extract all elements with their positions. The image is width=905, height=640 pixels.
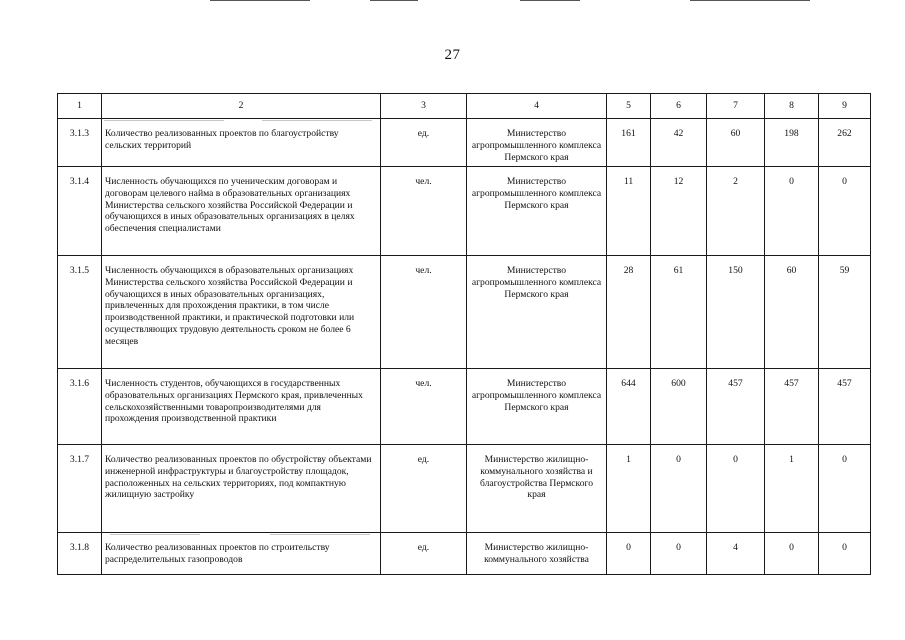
value-cell: 1 [607, 444, 651, 532]
table-row [58, 368, 871, 444]
row-number: 3.1.4 [58, 166, 102, 255]
value-cell: 0 [765, 532, 819, 574]
indicator-name: Количество реализованных проектов по обустройству объектами инженерной инфраструктуры и благоустройству площадок, расположенных на сельских территориях, под компактную жилищную застройку [102, 444, 381, 532]
value-cell: 198 [765, 119, 819, 167]
indicator-name: Количество реализованных проектов по благоустройству сельских территорий [102, 119, 381, 167]
responsible-org: Министерство жилищно-коммунального хозяйства и благоустройства Пермского края [467, 444, 607, 532]
row-number: 3.1.8 [58, 532, 102, 574]
unit-cell: чел. [381, 166, 467, 255]
scan-artifact [110, 534, 200, 535]
value-cell: 457 [765, 368, 819, 444]
value-cell: 0 [819, 166, 871, 255]
row-number: 3.1.7 [58, 444, 102, 532]
responsible-org: Министерство агропромышленного комплекса Пермского края [467, 368, 607, 444]
value-cell: 600 [651, 368, 707, 444]
responsible-org: Министерство агропромышленного комплекса Пермского края [467, 166, 607, 255]
row-number: 3.1.5 [58, 255, 102, 368]
value-cell: 59 [819, 255, 871, 368]
unit-cell: ед. [381, 532, 467, 574]
scan-edge-line [370, 0, 418, 1]
indicators-table [57, 93, 871, 575]
value-cell: 1 [765, 444, 819, 532]
indicator-name: Количество реализованных проектов по строительству распределительных газопроводов [102, 532, 381, 574]
scan-artifact [262, 120, 372, 121]
unit-cell: ед. [381, 444, 467, 532]
value-cell: 0 [707, 444, 765, 532]
scan-artifact [104, 120, 224, 121]
scan-edge-line [210, 0, 310, 1]
column-header: 6 [651, 94, 707, 119]
value-cell: 0 [765, 166, 819, 255]
row-number: 3.1.3 [58, 119, 102, 167]
value-cell: 11 [607, 166, 651, 255]
value-cell: 161 [607, 119, 651, 167]
scan-edge-line [690, 0, 810, 1]
value-cell: 2 [707, 166, 765, 255]
column-header: 9 [819, 94, 871, 119]
column-header: 2 [102, 94, 381, 119]
row-number: 3.1.6 [58, 368, 102, 444]
scan-artifact [270, 534, 370, 535]
value-cell: 0 [607, 532, 651, 574]
indicator-name: Численность обучающихся в образовательных организациях Министерства сельского хозяйства Российской Федерации и обучающихся в иных образовательных организациях, привлеченных для прохождения практики, в том числе производственной практики, и практической подготовки или осуществляющих трудовую деятельность сроком не более 6 месяцев [102, 255, 381, 368]
column-header: 3 [381, 94, 467, 119]
table-row [58, 532, 871, 574]
unit-cell: чел. [381, 255, 467, 368]
responsible-org: Министерство жилищно-коммунального хозяйства [467, 532, 607, 574]
value-cell: 60 [707, 119, 765, 167]
value-cell: 4 [707, 532, 765, 574]
table-row [58, 255, 871, 368]
table-row [58, 119, 871, 167]
unit-cell: ед. [381, 119, 467, 167]
column-header: 4 [467, 94, 607, 119]
value-cell: 0 [651, 444, 707, 532]
unit-cell: чел. [381, 368, 467, 444]
column-header: 1 [58, 94, 102, 119]
value-cell: 60 [765, 255, 819, 368]
page-number: 27 [444, 47, 461, 63]
table-row [58, 166, 871, 255]
value-cell: 644 [607, 368, 651, 444]
responsible-org: Министерство агропромышленного комплекса Пермского края [467, 255, 607, 368]
table-row [58, 444, 871, 532]
value-cell: 28 [607, 255, 651, 368]
value-cell: 457 [707, 368, 765, 444]
value-cell: 0 [651, 532, 707, 574]
scan-edge-line [520, 0, 580, 1]
column-header: 7 [707, 94, 765, 119]
value-cell: 457 [819, 368, 871, 444]
value-cell: 61 [651, 255, 707, 368]
responsible-org: Министерство агропромышленного комплекса Пермского края [467, 119, 607, 167]
column-header: 8 [765, 94, 819, 119]
value-cell: 0 [819, 444, 871, 532]
value-cell: 262 [819, 119, 871, 167]
column-header: 5 [607, 94, 651, 119]
indicator-name: Численность обучающихся по ученическим договорам и договорам целевого найма в образовательных организациях Министерства сельского хозяйства Российской Федерации и обучающихся в иных образовательных организациях в целях обеспечения специалистами [102, 166, 381, 255]
value-cell: 150 [707, 255, 765, 368]
value-cell: 12 [651, 166, 707, 255]
value-cell: 0 [819, 532, 871, 574]
indicator-name: Численность студентов, обучающихся в государственных образовательных организациях Пермского края, привлеченных сельскохозяйственными товаропроизводителями для прохождения производственной практики [102, 368, 381, 444]
value-cell: 42 [651, 119, 707, 167]
table-header-row [58, 94, 871, 119]
